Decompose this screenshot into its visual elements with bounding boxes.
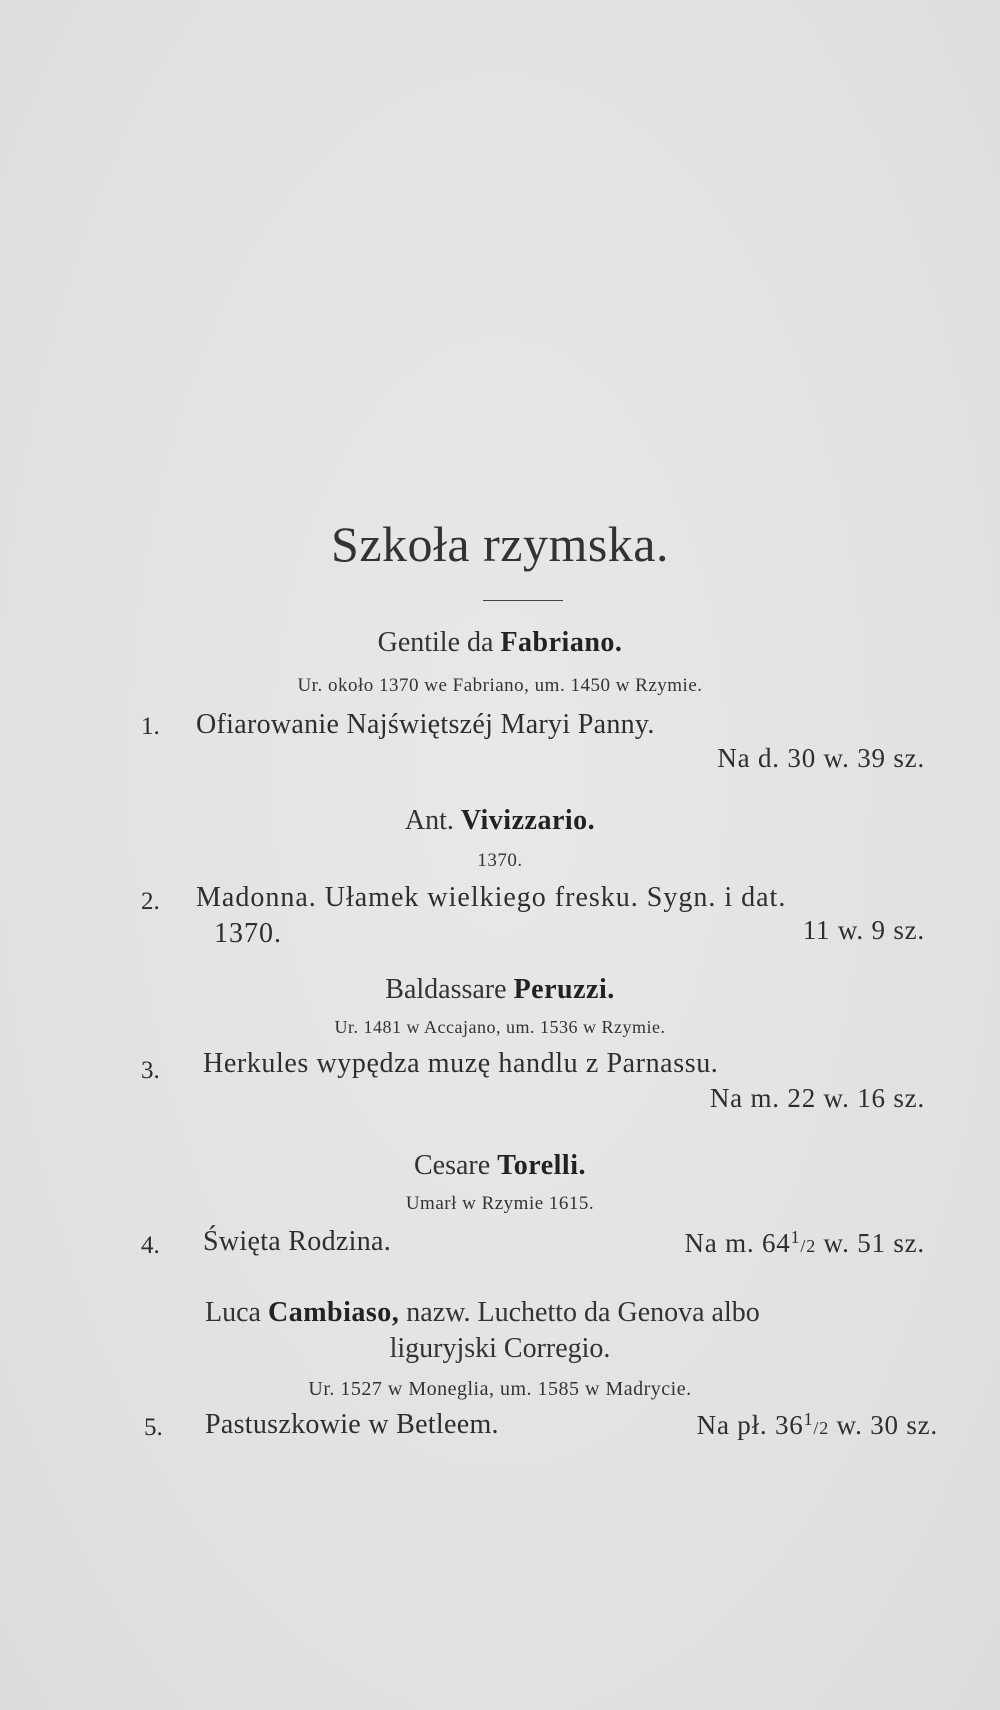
artist-bio: 1370. [477, 850, 523, 871]
artist-surname: Torelli. [497, 1150, 586, 1181]
artist-first-name: Baldassare [385, 974, 507, 1005]
artist-first-name: Cesare [414, 1150, 491, 1181]
entry-number: 3. [141, 1057, 160, 1084]
artist-surname: Peruzzi. [513, 974, 615, 1005]
entry-dimensions-main: Na m. 64 [684, 1228, 791, 1258]
artist-first-name: Luca [205, 1297, 261, 1328]
artist-heading [0, 974, 1000, 1006]
entry-title: Madonna. Ułamek wielkiego fresku. Sygn. i dat. [196, 882, 787, 913]
title-divider [483, 600, 563, 601]
artist-heading [0, 805, 1000, 837]
artist-bio: Ur. około 1370 we Fabriano, um. 1450 w Rzymie. [297, 675, 703, 696]
entry-dimensions [684, 1227, 925, 1259]
artist-bio: Ur. 1527 w Moneglia, um. 1585 w Madrycie. [308, 1378, 692, 1400]
artist-first-name: Ant. [404, 805, 454, 836]
entry-title: Pastuszkowie w Betleem. [205, 1409, 499, 1440]
artist-heading [0, 1150, 1000, 1182]
entry-title: Herkules wypędza muzę handlu z Parnassu. [203, 1048, 719, 1079]
artist-first-name: Gentile da [377, 627, 494, 658]
entry-dimensions-rest: w. 51 sz. [816, 1228, 925, 1258]
artist-bio: Ur. 1481 w Accajano, um. 1536 w Rzymie. [334, 1017, 666, 1037]
fraction-numerator: 1 [803, 1409, 814, 1429]
artist-bio: Umarł w Rzymie 1615. [405, 1193, 595, 1214]
entry-dimensions: Na m. 22 w. 16 sz. [709, 1083, 925, 1113]
entry-title: Święta Rodzina. [203, 1226, 392, 1257]
artist-surname: Vivizzario. [460, 805, 596, 836]
fraction-numerator: 1 [790, 1227, 801, 1247]
page-title: Szkoła rzymska. [331, 516, 669, 572]
entry-dimensions: Na d. 30 w. 39 sz. [717, 743, 925, 773]
artist-heading-line2: liguryjski Corregio. [389, 1333, 611, 1364]
entry-number: 5. [144, 1414, 163, 1441]
entry-number: 2. [141, 888, 160, 915]
entry-title-continued: 1370. [214, 918, 282, 949]
entry-dimensions-main: Na pł. 36 [696, 1410, 804, 1440]
artist-heading [0, 627, 1000, 659]
fraction-denominator: /2 [800, 1236, 816, 1256]
artist-alias: nazw. Luchetto da Genova albo [406, 1297, 760, 1328]
entry-number: 1. [141, 713, 160, 740]
entry-dimensions: 11 w. 9 sz. [802, 915, 925, 945]
entry-number: 4. [141, 1232, 160, 1259]
entry-title: Ofiarowanie Najświętszéj Maryi Panny. [196, 709, 655, 740]
entry-dimensions-rest: w. 30 sz. [829, 1410, 938, 1440]
artist-heading [205, 1297, 760, 1329]
fraction-denominator: /2 [813, 1418, 829, 1438]
artist-surname: Fabriano. [500, 627, 623, 658]
artist-surname: Cambiaso, [267, 1297, 400, 1328]
entry-dimensions [697, 1409, 938, 1441]
